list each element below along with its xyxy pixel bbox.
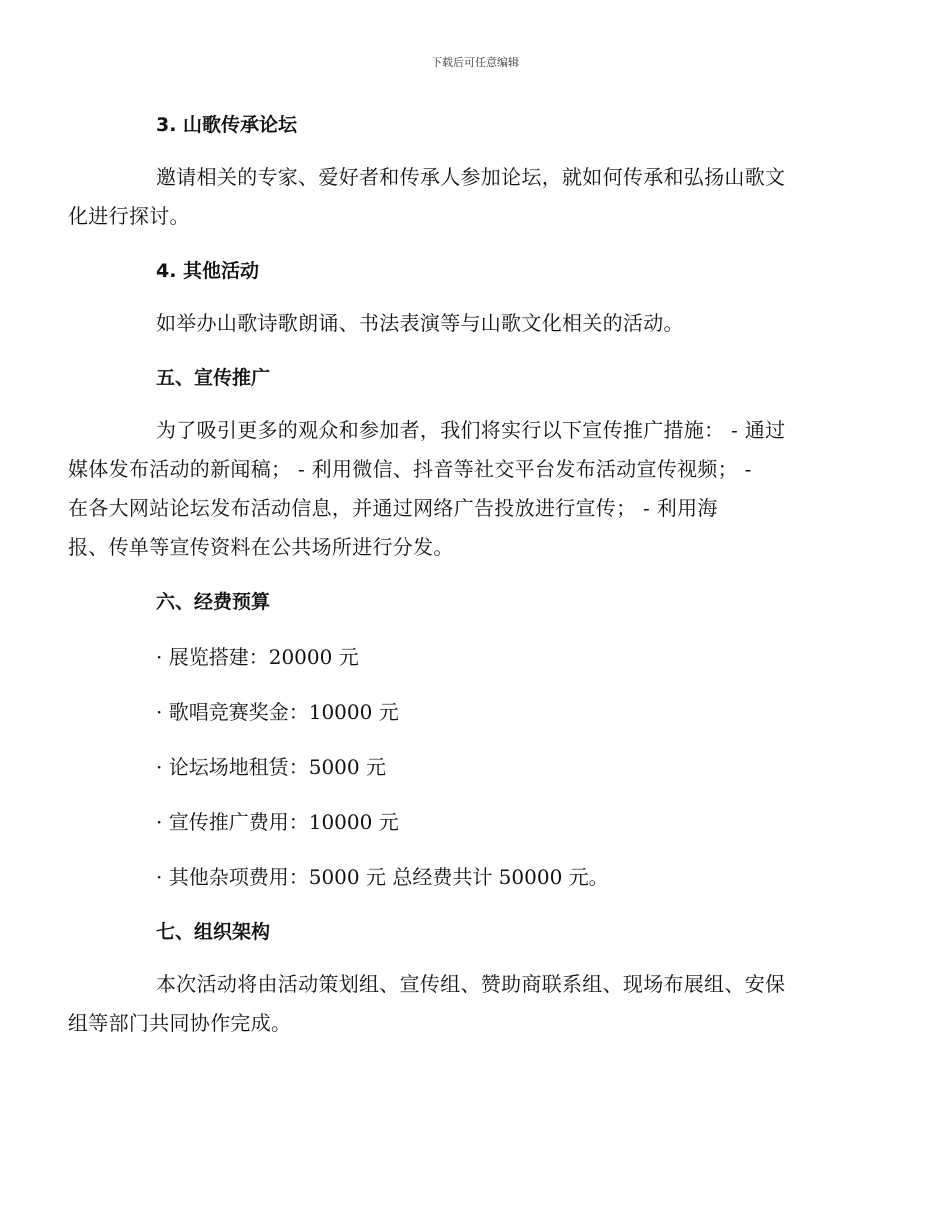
forum-paragraph [68, 158, 842, 236]
other-activities-paragraph: 如举办山歌诗歌朗诵、书法表演等与山歌文化相关的活动。 [156, 311, 684, 335]
section-heading-organization: 七、组织架构 [156, 921, 271, 943]
forum-paragraph-line-1: 邀请相关的专家、爱好者和传承人参加论坛，就如何传承和弘扬山歌文 [156, 165, 786, 189]
promotion-line-3: 在各大网站论坛发布活动信息，并通过网络广告投放进行宣传； - 利用海 [68, 496, 718, 520]
section-heading-forum: 3. 山歌传承论坛 [156, 114, 298, 136]
organization-line-2: 组等部门共同协作完成。 [68, 1011, 292, 1035]
forum-paragraph-line-2: 化进行探讨。 [68, 204, 190, 228]
promotion-line-4: 报、传单等宣传资料在公共场所进行分发。 [68, 535, 454, 559]
document-body [68, 108, 842, 1043]
budget-item: · 展览搭建：20000 元 [156, 645, 359, 669]
page-header: 下载后可任意编辑 [431, 56, 519, 69]
budget-item: · 其他杂项费用：5000 元 总经费共计 50000 元。 [156, 865, 609, 889]
organization-line-1: 本次活动将由活动策划组、宣传组、赞助商联系组、现场布展组、安保 [156, 972, 786, 996]
budget-item: · 论坛场地租赁：5000 元 [156, 755, 386, 779]
section-heading-budget: 六、经费预算 [156, 591, 271, 613]
organization-paragraph [68, 965, 842, 1043]
budget-item: · 歌唱竞赛奖金：10000 元 [156, 700, 399, 724]
section-heading-other-activities: 4. 其他活动 [156, 260, 260, 282]
promotion-paragraph [68, 411, 842, 567]
promotion-line-2: 媒体发布活动的新闻稿； - 利用微信、抖音等社交平台发布活动宣传视频； - [68, 457, 752, 481]
budget-item: · 宣传推广费用：10000 元 [156, 810, 399, 834]
promotion-line-1: 为了吸引更多的观众和参加者，我们将实行以下宣传推广措施： - 通过 [156, 418, 786, 442]
section-heading-promotion: 五、宣传推广 [156, 367, 271, 389]
